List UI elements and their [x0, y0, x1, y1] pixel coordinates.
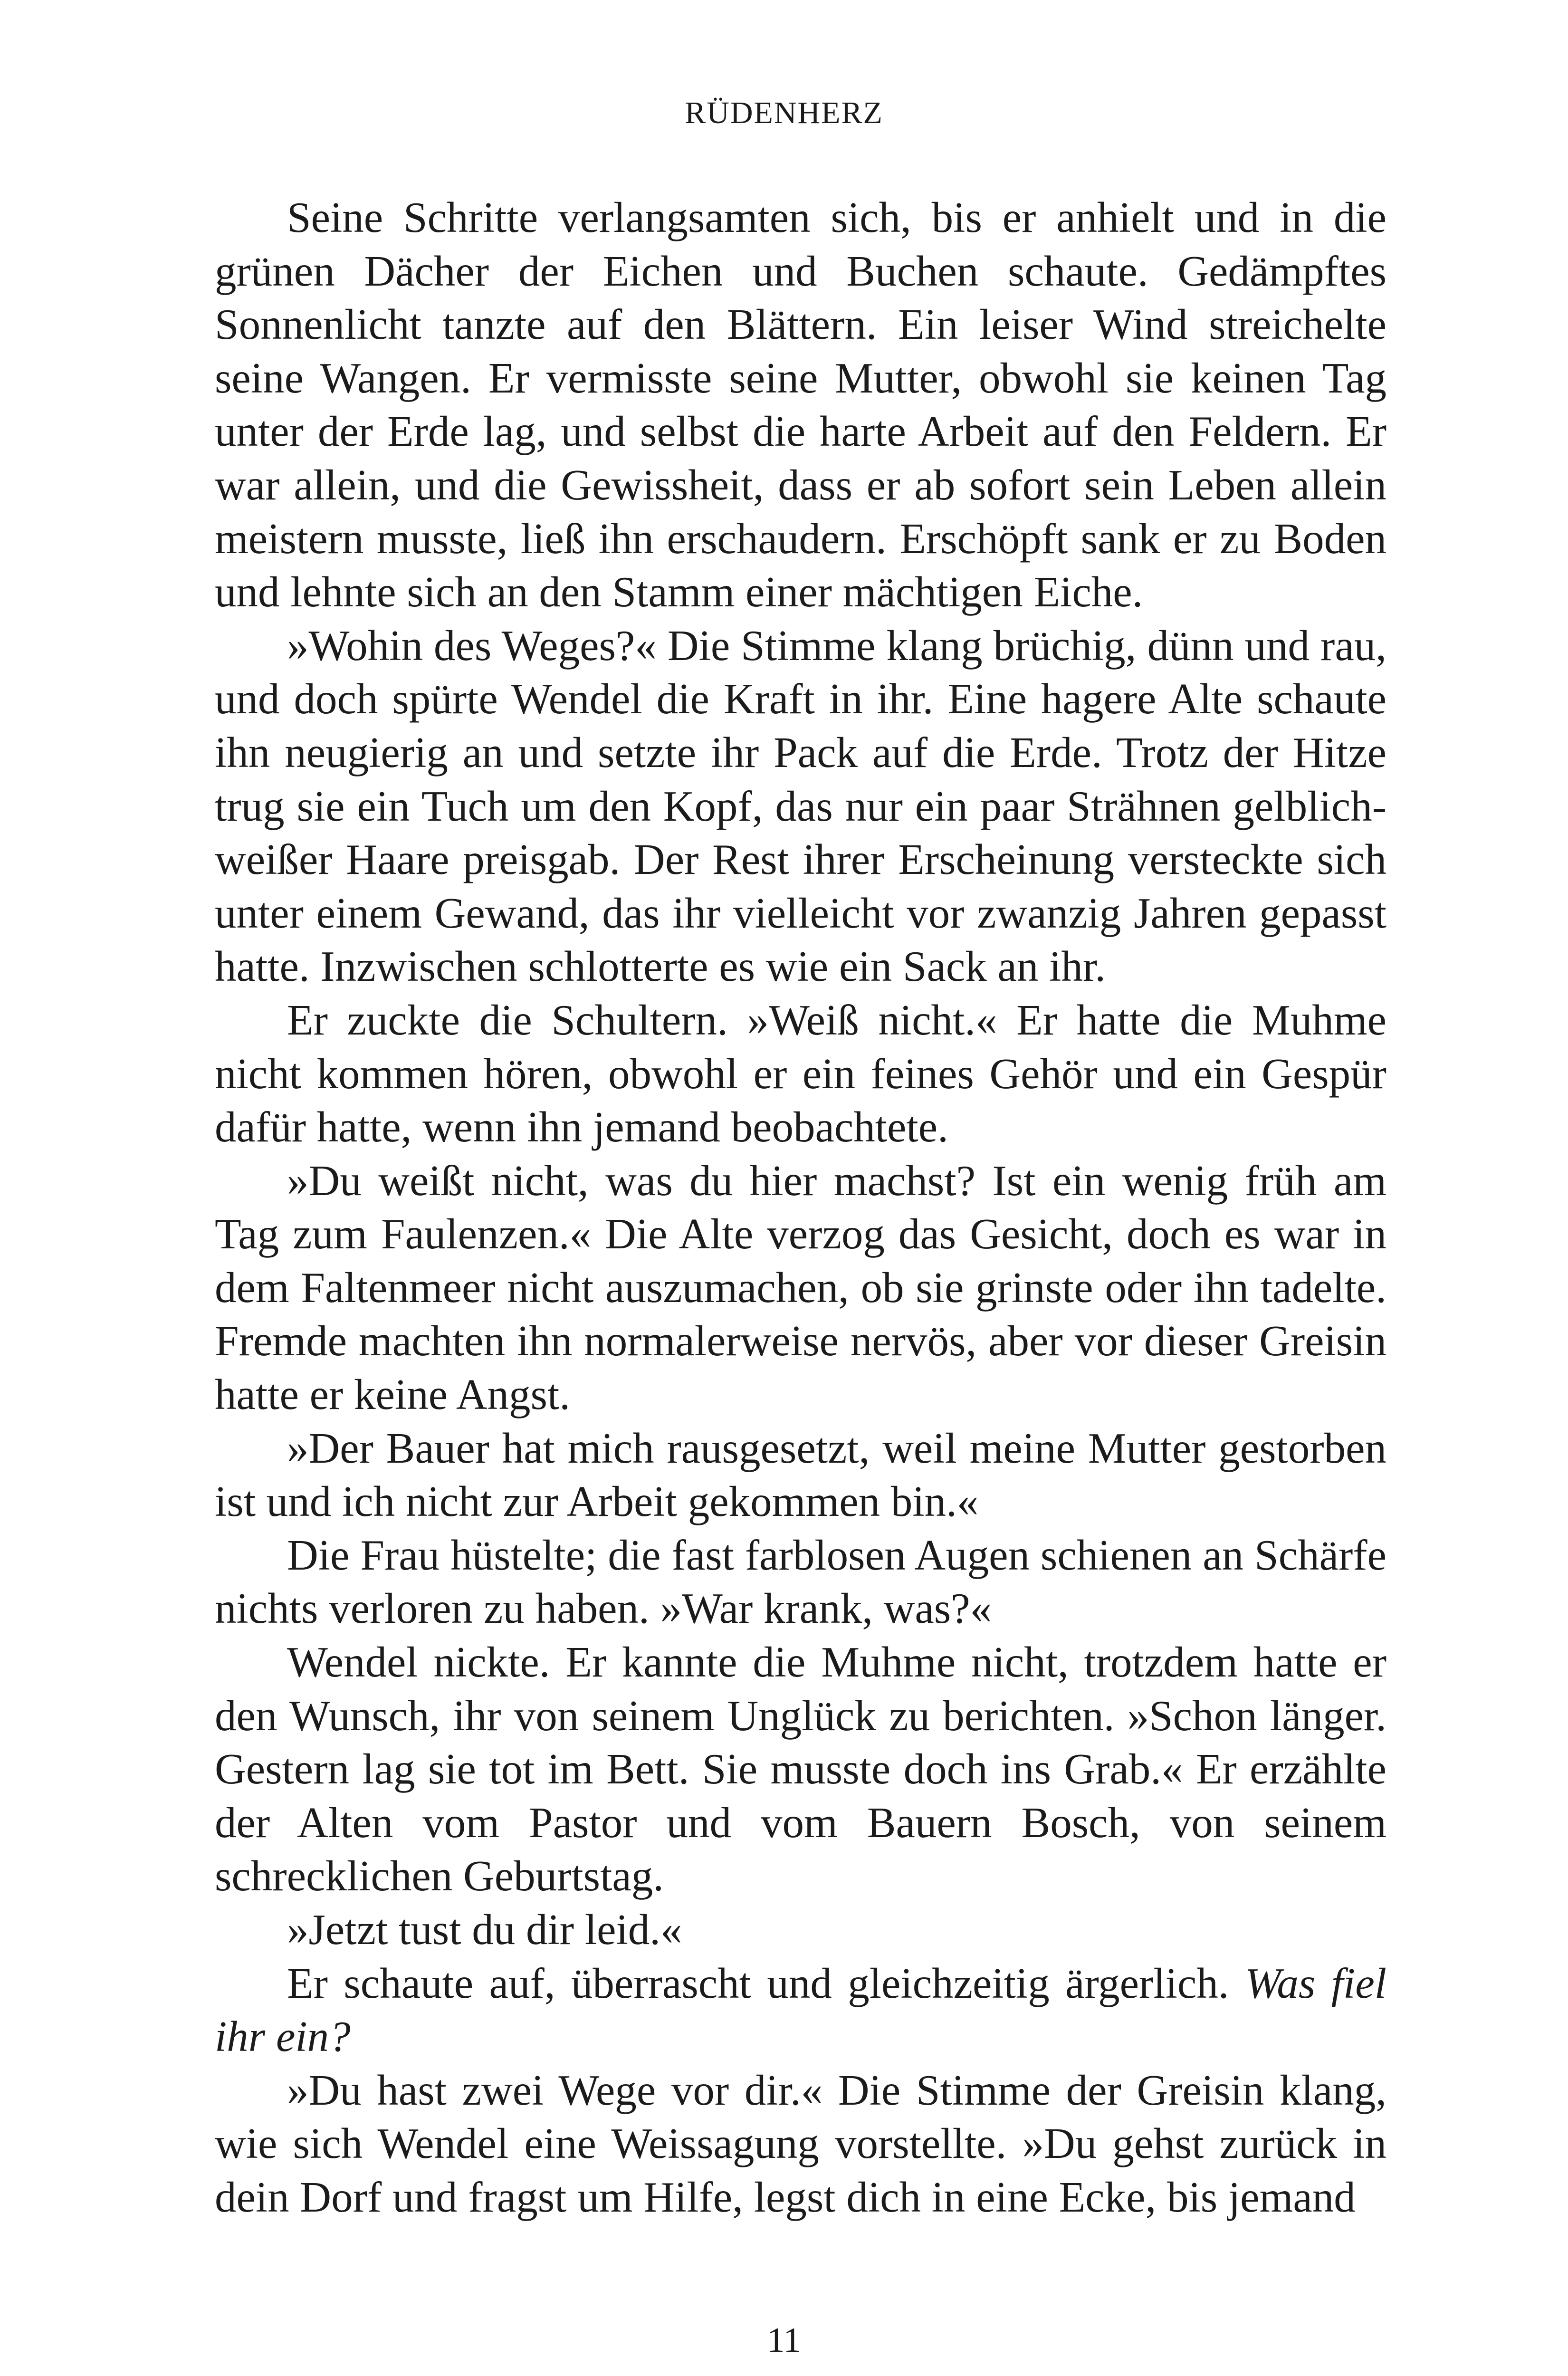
paragraph: Die Frau hüstelte; die fast farblosen Augen schienen an Schärfe nichts verloren zu haben. »War krank, was?« — [215, 1531, 1386, 1633]
italic-thought: Was fiel ihr ein? — [215, 1959, 1386, 2061]
paragraph: »Du weißt nicht, was du hier machst? Ist ein wenig früh am Tag zum Faulenzen.« Die Alte verzog das Gesicht, doch es war in dem Faltenmeer nicht auszumachen, ob sie grinste oder ihn tadelte. Fremde machten ihn normalerweise nervös, aber vor dieser Greisin hatte er keine Angst. — [215, 1156, 1386, 1419]
paragraph: »Der Bauer hat mich rausgesetzt, weil meine Mutter gestorben ist und ich nicht zur Arbeit gekommen bin.« — [215, 1424, 1386, 1526]
paragraph: »Jetzt tust du dir leid.« — [287, 1906, 682, 1954]
body-text — [215, 191, 1386, 2224]
page-number: 11 — [767, 2321, 801, 2360]
paragraph-text: Er schaute auf, überrascht und gleichzeitig ärgerlich. — [287, 1959, 1245, 2007]
paragraph: Seine Schritte verlangsamten sich, bis er anhielt und in die grünen Dächer der Eichen und Buchen schaute. Gedämpftes Sonnenlicht tanzte auf den Blättern. Ein leiser Wind streichelte seine Wangen. Er vermisste seine Mutter, obwohl sie keinen Tag unter der Erde lag, und selbst die harte Arbeit auf den Feldern. Er war allein, und die Gewissheit, dass er ab sofort sein Leben allein meistern musste, ließ ihn erschaudern. Erschöpft sank er zu Boden und lehnte sich an den Stamm einer mächtigen Eiche. — [215, 193, 1386, 616]
running-head: RÜDENHERZ — [685, 96, 883, 130]
paragraph: »Wohin des Weges?« Die Stimme klang brüchig, dünn und rau, und doch spürte Wendel die Kraft in ihr. Eine hagere Alte schaute ihn neugierig an und setzte ihr Pack auf die Erde. Trotz der Hitze trug sie ein Tuch um den Kopf, das nur ein paar Strähnen gelblich-weißer Haare preisgab. Der Rest ihrer Erscheinung versteckte sich unter einem Gewand, das ihr vielleicht vor zwanzig Jahren gepasst hatte. Inzwischen schlotterte es wie ein Sack an ihr. — [215, 621, 1386, 991]
paragraph: Wendel nickte. Er kannte die Muhme nicht, trotzdem hatte er den Wunsch, ihr von seinem Unglück zu berichten. »Schon länger. Gestern lag sie tot im Bett. Sie musste doch ins Grab.« Er erzählte der Alten vom Pastor und vom Bauern Bosch, von seinem schrecklichen Geburtstag. — [215, 1638, 1386, 1900]
paragraph — [215, 1957, 1386, 2064]
paragraph: Er zuckte die Schultern. »Weiß nicht.« Er hatte die Muhme nicht kommen hören, obwohl er ein feines Gehör und ein Gespür dafür hatte, wenn ihn jemand beobachtete. — [215, 996, 1386, 1151]
paragraph: »Du hast zwei Wege vor dir.« Die Stimme der Greisin klang, wie sich Wendel eine Weissagung vorstellte. »Du gehst zurück in dein Dorf und fragst um Hilfe, legst dich in eine Ecke, bis jemand — [215, 2066, 1386, 2221]
